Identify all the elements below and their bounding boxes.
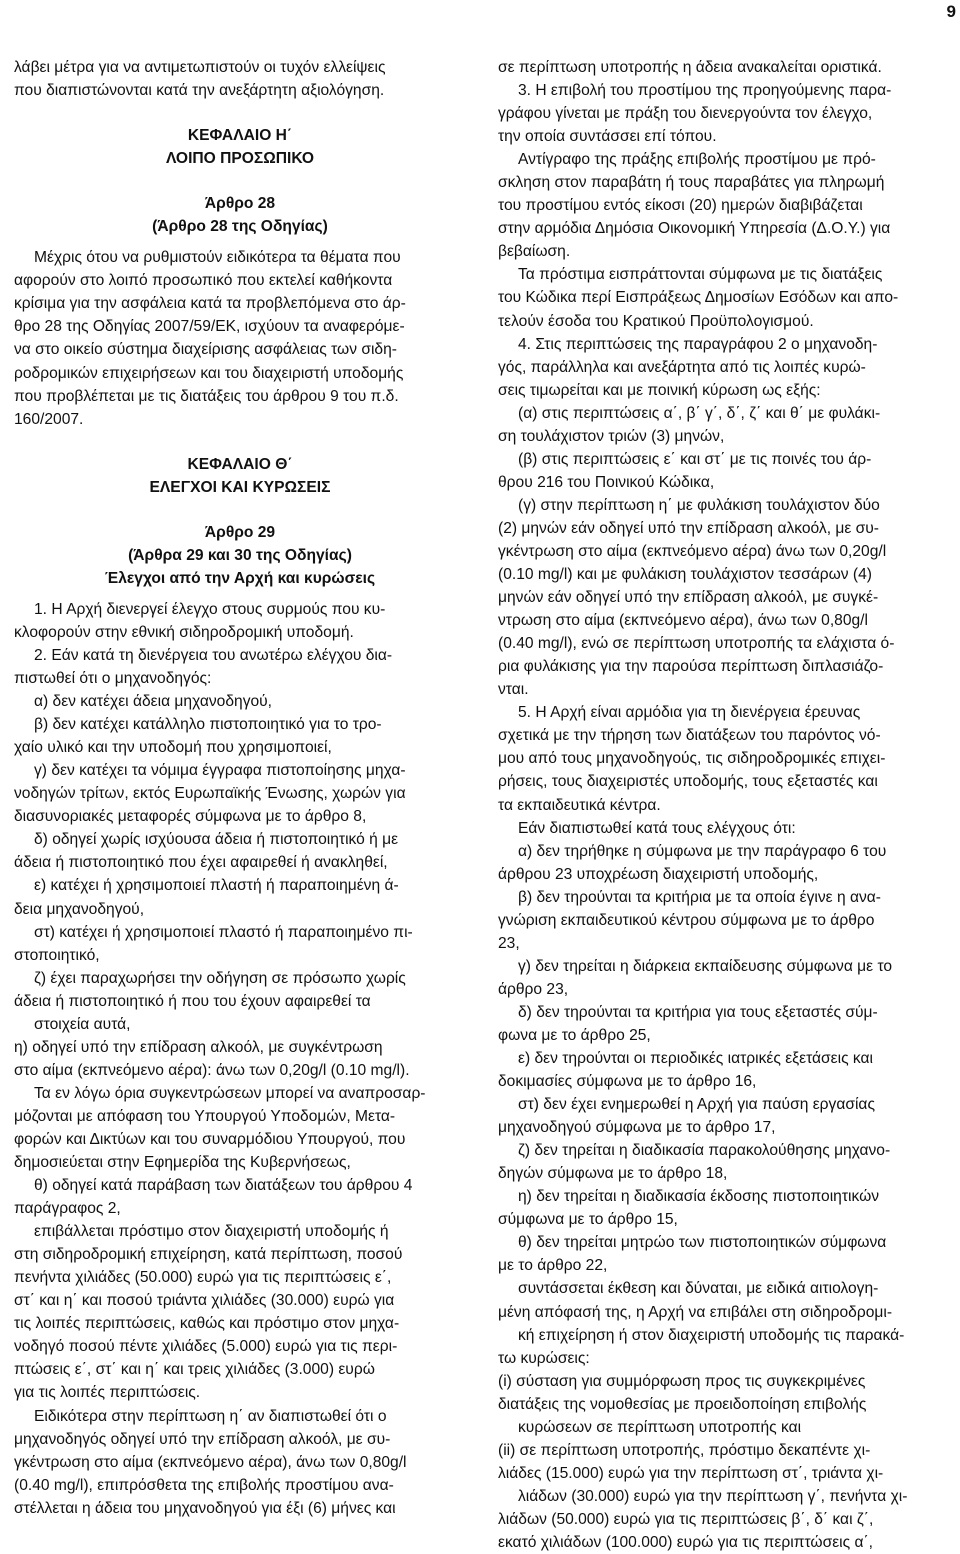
text-line: δ) δεν τηρούνται τα κριτήρια για τους εξεταστές σύμ- (518, 1003, 878, 1021)
text-line: μηνών εάν οδηγεί υπό την επίδραση αλκοόλ, με συγκέ- (498, 589, 879, 607)
text-line: δ) οδηγεί χωρίς ισχύουσα άδεια ή πιστοποιητικό ή με (34, 831, 399, 849)
chapter-h-title: ΚΕΦΑΛΑΙΟ Η΄ (187, 127, 293, 145)
text-line: κή επιχείρηση ή στον διαχειριστή υποδομής τις παρακά- (518, 1326, 905, 1344)
text-line: στη σιδηροδρομική επιχείρηση, κατά περίπτωση, ποσού (14, 1246, 403, 1264)
text-line: τα εκπαιδευτικά κέντρα. (498, 796, 661, 814)
text-line: (0.40 mg/l), επιπρόσθετα της επιβολής προστίμου ανα- (14, 1476, 394, 1494)
text-line: ζ) έχει παραχωρήσει την οδήγηση σε πρόσωπο χωρίς (34, 969, 406, 987)
text-line: μηχανοδηγός οδηγεί υπό την επίδραση αλκοόλ, με συ- (14, 1430, 391, 1448)
text-line: γ) δεν κατέχει τα νόμιμα έγγραφα πιστοποίησης μηχα- (34, 762, 406, 780)
text-line: β) δεν τηρούνται τα κριτήρια με τα οποία έγινε η ανα- (518, 888, 881, 906)
left-column (14, 56, 466, 1520)
text-line: φορών και Δικτύων και του συναρμόδιου Υπουργού, που (14, 1130, 406, 1148)
text-line: φωνα με το άρθρο 25, (498, 1026, 651, 1044)
text-line: πιστωθεί ότι ο μηχανοδηγός: (14, 670, 212, 688)
text-line: 5. Η Αρχή είναι αρμόδια για τη διενέργεια έρευνας (518, 704, 861, 722)
text-line: (ii) σε περίπτωση υποτροπής, πρόστιμο δεκαπέντε χι- (498, 1441, 871, 1459)
text-line: δημοσιεύεται στην Εφημερίδα της Κυβερνήσεως, (14, 1154, 351, 1172)
text-line: επιβάλλεται πρόστιμο στον διαχειριστή υποδομής ή (34, 1223, 389, 1241)
text-line: θ) δεν τηρείται μητρώο των πιστοποιητικών σύμφωνα (518, 1234, 887, 1252)
text-line: στοποιητικό, (14, 946, 100, 964)
text-line: λάβει μέτρα για να αντιμετωπιστούν οι τυχόν ελλείψεις (14, 59, 386, 76)
text-line: σεις τιμωρείται και με ποινική κύρωση ως εξής: (498, 381, 821, 399)
text-line: 23, (498, 934, 520, 952)
text-line: άρθρο 23, (498, 980, 569, 998)
text-line: ροδρομικών επιχειρήσεων και του διαχειριστή υποδομής (14, 364, 404, 382)
text-line: ντρωση στο αίμα (εκπνεόμενο αέρα), άνω των 0,80g/l (498, 612, 868, 630)
text-line: άδεια ή πιστοποιητικό που έχει αφαιρεθεί ή ανακληθεί, (14, 854, 388, 872)
text-line: νοδηγών τρίτων, εκτός Ευρωπαϊκής Ένωσης, χωρών για (14, 785, 406, 803)
text-line: σε περίπτωση υποτροπής η άδεια ανακαλείται οριστικά. (498, 59, 882, 76)
text-line: αφορούν στο λοιπό προσωπικό που εκτελεί καθήκοντα (14, 272, 393, 290)
text-line: (i) σύσταση για συμμόρφωση προς τις συγκεκριμένες (498, 1372, 866, 1390)
text-line: γράφου γίνεται με πράξη του διενεργούντα τον έλεγχο, (498, 105, 873, 123)
text-line: ε) κατέχει ή χρησιμοποιεί πλαστή ή παραποιημένη ά- (34, 877, 399, 895)
text-line: νται. (498, 681, 529, 699)
text-line: τω κυρώσεις: (498, 1349, 590, 1367)
text-line: γός, παράλληλα και ανεξάρτητα από τις λοιπές κυρώ- (498, 358, 866, 376)
text-line: θρου 216 του Ποινικού Κώδικα, (498, 473, 715, 491)
text-line: παράγραφος 2, (14, 1200, 121, 1218)
text-line: την οποία συντάσσει επί τόπου. (498, 128, 717, 146)
text-line: Ειδικότερα στην περίπτωση η΄ αν διαπιστωθεί ότι ο (34, 1407, 387, 1425)
text-line: θ) οδηγεί κατά παράβαση των διατάξεων του άρθρου 4 (34, 1177, 413, 1195)
text-line: ρήσεις, τους διαχειριστές υποδομής, τους εξεταστές και (498, 773, 878, 791)
text-line: (γ) στην περίπτωση η΄ με φυλάκιση τουλάχιστον δύο (518, 496, 880, 514)
article-29-paragraph-2 (14, 644, 466, 1520)
text-line: μηχανοδηγού σύμφωνα με το άρθρο 17, (498, 1119, 776, 1137)
text-line: λιάδων (50.000) ευρώ για τις περιπτώσεις β΄, δ΄ και ζ΄, (498, 1510, 874, 1528)
text-line: κυρώσεων σε περίπτωση υποτροπής και (518, 1418, 802, 1436)
text-line: η) οδηγεί υπό την επίδραση αλκοόλ, με συγκέντρωση (14, 1038, 383, 1056)
text-line: α) δεν κατέχει άδεια μηχανοδηγού, (34, 693, 273, 711)
intro-paragraph (14, 56, 466, 102)
text-line: στ΄ και η΄ και ποσού τριάντα χιλιάδες (30.000) ευρώ για (14, 1292, 395, 1310)
text-line: στ) δεν έχει ενημερωθεί η Αρχή για παύση εργασίας (518, 1096, 875, 1114)
text-line: 3. Η επιβολή του προστίμου της προηγούμενης παρα- (518, 82, 892, 100)
text-line: με το άρθρο 22, (498, 1257, 608, 1275)
text-line: Τα πρόστιμα εισπράττονται σύμφωνα με τις διατάξεις (518, 266, 883, 284)
article-28-paragraph (14, 246, 466, 430)
text-line: (0.10 mg/l) και με φυλάκιση τουλάχιστον τεσσάρων (4) (498, 566, 872, 584)
text-line: Εάν διαπιστωθεί κατά τους ελέγχους ότι: (518, 819, 796, 837)
article-28-title: Άρθρο 28 (204, 195, 276, 213)
page-number: 9 (946, 2, 956, 21)
text-line: δηγών σύμφωνα με το άρθρο 18, (498, 1165, 728, 1183)
text-line: (β) στις περιπτώσεις ε΄ και στ΄ με τις ποινές του άρ- (518, 450, 872, 468)
text-line: α) δεν τηρήθηκε η σύμφωνα με την παράγραφο 6 του (518, 842, 887, 860)
text-line: σχετικά με την τήρηση των διατάξεων του παρόντος νό- (498, 727, 881, 745)
text-line: 1. Η Αρχή διενεργεί έλεγχο στους συρμούς που κυ- (34, 600, 386, 618)
text-line: νοδηγό ποσού πέντε χιλιάδες (5.000) ευρώ για τις περι- (14, 1338, 398, 1356)
text-line: Τα εν λόγω όρια συγκεντρώσεων μπορεί να αναπροσαρ- (34, 1084, 426, 1102)
text-line: γνώριση εκπαιδευτικού κέντρου σύμφωνα με το άρθρο (498, 911, 875, 929)
text-line: δοκιμασίες σύμφωνα με το άρθρο 16, (498, 1073, 757, 1091)
text-line: 160/2007. (14, 410, 84, 428)
text-line: στο αίμα (εκπνεόμενο αέρα): άνω των 0,20g/l (0.10 mg/l). (14, 1061, 410, 1079)
chapter-th-title: ΚΕΦΑΛΑΙΟ Θ΄ (187, 455, 293, 473)
article-29-paragraph-1 (14, 598, 466, 644)
text-line: θρο 28 της Οδηγίας 2007/59/ΕΚ, ισχύουν τα αναφερόμε- (14, 318, 405, 336)
text-line: (α) στις περιπτώσεις α΄, β΄ γ΄, δ΄, ζ΄ και θ΄ με φυλάκι- (518, 404, 881, 422)
text-line: κλοφορούν στην εθνική σιδηροδρομική υποδομή. (14, 623, 354, 641)
text-line: άδεια ή πιστοποιητικό ή που του έχουν αφαιρεθεί τα (14, 992, 371, 1010)
text-line: που προβλέπεται με τις διατάξεις του άρθρου 9 του π.δ. (14, 387, 399, 405)
text-line: ρια φυλάκισης για την παρούσα περίπτωση διπλασιάζο- (498, 658, 884, 676)
text-line: που διαπιστώνονται κατά την ανεξάρτητη αξιολόγηση. (14, 82, 385, 100)
chapter-th-subtitle: ΕΛΕΓΧΟΙ ΚΑΙ ΚΥΡΩΣΕΙΣ (149, 478, 331, 496)
text-line: (0.40 mg/l), ενώ σε περίπτωση υποτροπής τα ελάχιστα ό- (498, 635, 895, 653)
text-line: μόζονται με απόφαση του Υπουργού Υποδομών, Μετα- (14, 1107, 396, 1125)
text-line: Αντίγραφο της πράξης επιβολής προστίμου με πρό- (518, 151, 876, 169)
text-line: του Κώδικα περί Εισπράξεως Δημοσίων Εσόδων και απο- (498, 289, 899, 307)
text-line: στοιχεία αυτά, (34, 1015, 131, 1033)
text-line: μένη απόφασή της, η Αρχή να επιβάλει στη σιδηροδρομι- (498, 1303, 893, 1321)
text-line: τις λοιπές περιπτώσεις, καθώς και πρόστιμο στον μηχα- (14, 1315, 400, 1333)
right-column (498, 56, 950, 1554)
text-line: σύμφωνα με το άρθρο 15, (498, 1211, 678, 1229)
text-line: στ) κατέχει ή χρησιμοποιεί πλαστό ή παραποιημένο πι- (34, 923, 413, 941)
text-line: β) δεν κατέχει κατάλληλο πιστοποιητικό για το τρο- (34, 716, 382, 734)
text-line: χαίο υλικό και την υποδομή που χρησιμοποιεί, (14, 739, 332, 757)
text-line: να στο οικείο σύστημα διαχείρισης ασφάλειας των σιδη- (14, 341, 397, 359)
article-29-title: Άρθρο 29 (204, 523, 276, 541)
text-line: διατάξεις της νομοθεσίας με προειδοποίηση επιβολής (498, 1395, 867, 1413)
text-line: τελούν έσοδα του Κρατικού Προϋπολογισμού. (498, 312, 814, 330)
text-line: ση τουλάχιστον τριών (3) μηνών, (498, 427, 725, 445)
text-line: στέλλεται η άδεια του μηχανοδηγού για έξι (6) μήνες και (14, 1499, 396, 1517)
text-line: διασυνοριακές μεταφορές σύμφωνα με το άρθρο 8, (14, 808, 367, 826)
text-line: 4. Στις περιπτώσεις της παραγράφου 2 ο μηχανοδη- (518, 335, 878, 353)
right-text (498, 56, 950, 1554)
text-line: λιάδων (30.000) ευρώ για την περίπτωση γ΄, πενήντα χι- (518, 1487, 908, 1505)
text-line: γκέντρωση στο αίμα (εκπνεόμενο αέρα), άνω των 0,80g/l (14, 1453, 407, 1471)
text-line: πτώσεις ε΄, στ΄ και η΄ και τρεις χιλιάδες (3.000) ευρώ (14, 1361, 375, 1379)
text-line: ζ) δεν τηρείται η διαδικασία παρακολούθησης μηχανο- (518, 1142, 891, 1160)
text-line: κρίσιμα για την ασφάλεια κατά τα προβλεπόμενα στο άρ- (14, 295, 406, 313)
text-line: συντάσσεται έκθεση και δύναται, με ειδικά αιτιολογη- (518, 1280, 879, 1298)
text-line: του προστίμου εντός είκοσι (20) ημερών διαβιβάζεται (498, 197, 863, 215)
chapter-h-subtitle: ΛΟΙΠΟ ΠΡΟΣΩΠΙΚΟ (165, 150, 315, 168)
text-line: εκατό χιλιάδων (100.000) ευρώ για τις περιπτώσεις α΄, (498, 1534, 874, 1551)
text-line: λιάδες (15.000) ευρώ για την περίπτωση στ΄, τριάντα χι- (498, 1464, 884, 1482)
text-line: σκληση στον παραβάτη ή τους παραβάτες για πληρωμή (498, 174, 885, 192)
text-line: 2. Εάν κατά τη διενέργεια του ανωτέρω ελέγχου δια- (34, 646, 393, 664)
text-line: στην αρμόδια Δημόσια Οικονομική Υπηρεσία (Δ.Ο.Υ.) για (498, 220, 891, 238)
text-line: δεια μηχανοδηγού, (14, 900, 145, 918)
text-line: Μέχρις ότου να ρυθμιστούν ειδικότερα τα θέματα που (34, 249, 401, 267)
article-29-caption: Έλεγχοι από την Αρχή και κυρώσεις (104, 569, 376, 587)
text-line: ε) δεν τηρούνται οι περιοδικές ιατρικές εξετάσεις και (518, 1050, 874, 1068)
text-line: για τις λοιπές περιπτώσεις. (14, 1384, 201, 1402)
article-28-subtitle: (Άρθρο 28 της Οδηγίας) (152, 218, 328, 236)
text-line: βεβαίωση. (498, 243, 571, 261)
article-29-subtitle: (Άρθρα 29 και 30 της Οδηγίας) (128, 546, 352, 564)
text-line: άρθρου 23 υποχρέωση διαχειριστή υποδομής, (498, 865, 819, 883)
text-line: η) δεν τηρείται η διαδικασία έκδοσης πιστοποιητικών (518, 1188, 880, 1206)
text-line: γ) δεν τηρείται η διάρκεια εκπαίδευσης σύμφωνα με το (518, 957, 893, 975)
text-line: (2) μηνών εάν οδηγεί υπό την επίδραση αλκοόλ, με συ- (498, 519, 879, 537)
text-line: γκέντρωση στο αίμα (εκπνεόμενο αέρα) άνω των 0,20g/l (498, 542, 887, 560)
text-line: πενήντα χιλιάδες (50.000) ευρώ για τις περιπτώσεις ε΄, (14, 1269, 392, 1287)
text-line: μου από τους μηχανοδηγούς, τις σιδηροδρομικές επιχει- (498, 750, 886, 768)
